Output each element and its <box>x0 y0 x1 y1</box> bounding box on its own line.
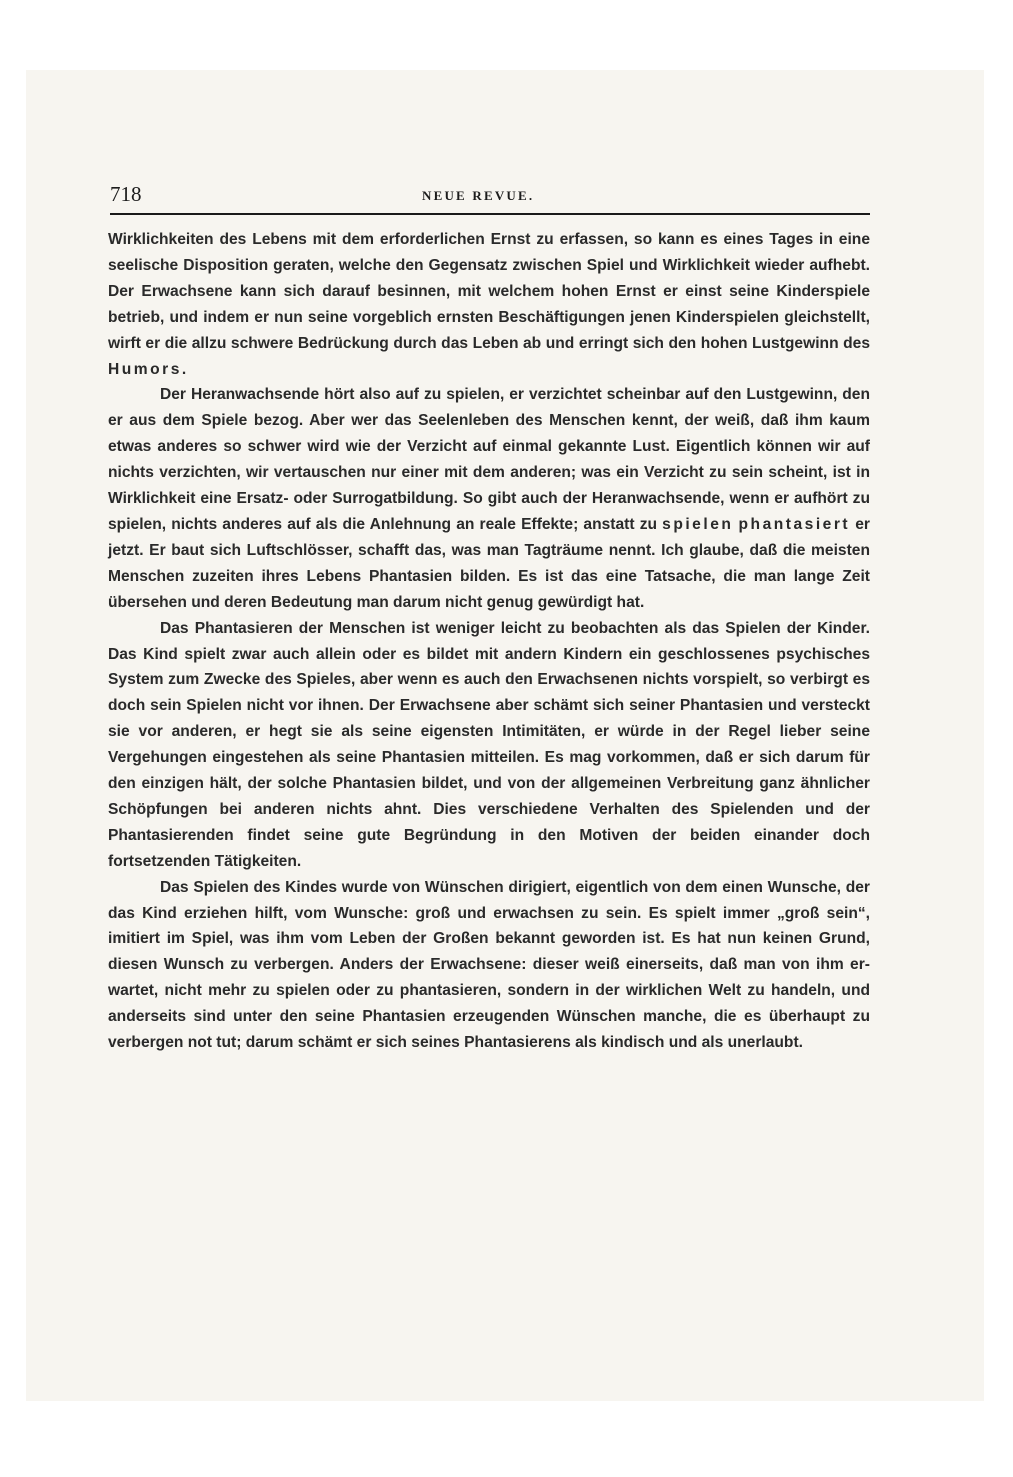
spaced-word: phantasiert <box>738 515 851 533</box>
paragraph-4 <box>108 875 870 1056</box>
header-rule <box>110 213 870 215</box>
page-header <box>110 181 870 213</box>
text-run: Das Spielen des Kindes wurde von Wünschen dirigiert, eigentlich von dem einen Wunsche, der das Kind erziehen hilft, vom Wunsche: groß und erwachsen zu sein. Es spielt immer „groß sein“, imitiert im Spiel, was ihm vom Leben der Großen bekannt geworden ist. Es hat nun keinen Grund, diesen Wunsch zu verbergen. Anders der Erwachsene: dieser weiß einerseits, daß man von ihm erwartet, nicht mehr zu spielen oder zu phantasieren, sondern in der wirklichen Welt zu handeln, und anderseits sind unter den seine Phantasien erzeugenden Wünschen manche, die es überhaupt zu verbergen not tut; darum schämt er sich seines Phantasierens als kindisch und als unerlaubt. <box>108 878 870 1052</box>
text-run: . <box>181 360 187 378</box>
paragraph-2 <box>108 382 870 615</box>
paragraph-1 <box>108 227 870 382</box>
running-title: NEUE REVUE. <box>422 188 535 203</box>
spaced-word: spielen <box>662 515 734 533</box>
text-run: er jetzt. Er baut sich Luftschlösser, schafft das, was man Tagträume nennt. Ich glaube, daß die meisten Menschen zuzeiten ihres Lebens Phantasien bilden. Es ist das eine Tatsache, die man lange Zeit übersehen und deren Bedeutung man darum nicht genug gewürdigt hat. <box>108 515 870 611</box>
body-text <box>108 227 870 1056</box>
text-run: Der Heranwachsende hört also auf zu spielen, er verzichtet scheinbar auf den Lustgewinn, den er aus dem Spiele bezog. Aber wer das Seelenleben des Menschen kennt, der weiß, daß ihm kaum etwas anderes so schwer wird wie der Verzicht auf einmal gekannte Lust. Eigentlich können wir auf nichts verzichten, wir vertauschen nur einer mit dem anderen; was ein Verzicht zu sein scheint, ist in Wirklichkeit eine Ersatz- oder Surrogatbildung. So gibt auch der Heranwachsende, wenn er aufhört zu spielen, nichts anderes auf als die Anlehnung an reale Effekte; anstatt zu <box>108 386 870 533</box>
spaced-word: Humors <box>108 360 182 378</box>
page-number: 718 <box>110 182 142 206</box>
text-run: Das Phantasieren der Menschen ist weniger leicht zu beobachten als das Spielen der Kinder. Das Kind spielt zwar auch allein oder es bildet mit andern Kindern ein geschlossenes psychisches System zum Zwecke des Spieles, aber wenn es auch den Erwachsenen nichts vorspielt, so verbirgt es doch sein Spielen nicht vor ihnen. Der Erwachsene aber schämt sich seiner Phantasien und versteckt sie vor anderen, er hegt sie als seine eigensten Intimitäten, er würde in der Regel lieber seine Vergehungen eingestehen als seine Phantasien mitteilen. Es mag vorkommen, daß er sich darum für den einzigen hält, der solche Phantasien bildet, und von der allgemeinen Verbreitung ganz ähnlicher Schöpfungen bei anderen nichts ahnt. Dies verschiedene Verhalten des Spielenden und der Phantasierenden findet seine gute Begründung in den Motiven der beiden einander doch fortsetzenden Tätigkeiten. <box>108 619 870 870</box>
text-run: Wirklichkeiten des Lebens mit dem erforderlichen Ernst zu erfassen, so kann es eines Tages in eine seelische Disposition geraten, welche den Gegensatz zwischen Spiel und Wirklichkeit wieder aufhebt. Der Erwachsene kann sich darauf besinnen, mit welchem hohen Ernst er einst seine Kinderspiele betrieb, und indem er nun seine vorgeblich ernsten Beschäftigungen jenen Kinderspielen gleichstellt, wirft er die allzu schwere Bedrückung durch das Leben ab und erringt sich den hohen Lustgewinn des <box>108 231 870 352</box>
paragraph-3 <box>108 616 870 875</box>
